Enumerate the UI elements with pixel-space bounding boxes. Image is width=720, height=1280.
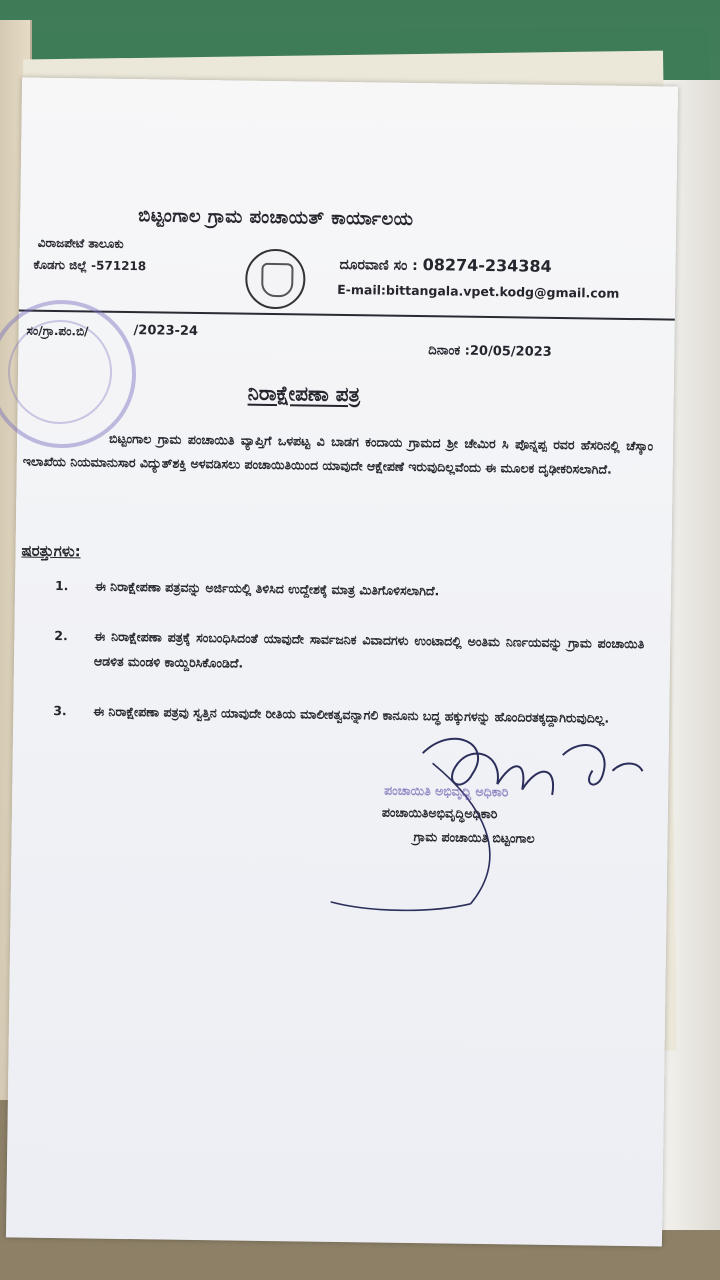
emblem-shield-icon (261, 263, 293, 297)
condition-text: ಈ ನಿರಾಕ್ಷೇಪಣಾ ಪತ್ರವು ಸ್ವತ್ತಿನ ಯಾವುದೇ ರೀತಿಯ ಮಾಲೀಕತ್ವವನ್ನಾಗಲಿ ಕಾನೂನು ಬದ್ಧ ಹಕ್ಕುಗಳನ್ನು ಹೊಂದಿರತಕ್ಕದ್ದಾಗಿರುವುದಿಲ್ಲ. (93, 703, 610, 726)
condition-number: 2. (54, 627, 68, 644)
header-divider (19, 309, 675, 320)
document-date: ದಿನಾಂಕ :20/05/2023 (428, 343, 552, 360)
signatory-designation: ಪಂಚಾಯಿತಿಅಭಿವೃದ್ಧಿಅಧಿಕಾರಿ (381, 804, 498, 822)
conditions-heading: ಷರತ್ತುಗಳು: (21, 541, 81, 561)
signatory-office: ಗ್ರಾಮ ಪಂಚಾಯಿತಿ ಬಿಟ್ಟಂಗಾಲ (413, 829, 535, 846)
district-name: ಕೊಡಗು ಜಿಲ್ಲೆ -571218 (33, 257, 147, 274)
body-paragraph-text: ಬಿಟ್ಟಂಗಾಲ ಗ್ರಾಮ ಪಂಚಾಯಿತಿ ವ್ಯಾಪ್ತಿಗೆ ಒಳಪಟ್ಟ ವಿ ಬಾಡಗ ಕಂದಾಯ ಗ್ರಾಮದ ಶ್ರೀ ಚೇಮಿರ ಸಿ ಪೊನ್ನಪ್ಪ ರವರ ಹೆಸರಿನಲ್ಲಿ ಚೆಸ್ಕಾಂ ಇಲಾಖೆಯ ನಿಯಮಾನುಸಾರ ವಿದ್ಯುತ್‌ಶಕ್ತಿ ಅಳವಡಿಸಲು ಪಂಚಾಯಿತಿಯಿಂದ ಯಾವುದೇ ಆಕ್ಷೇಪಣೆ ಇರುವುದಿಲ್ಲವೆಂದು ಈ ಮೂಲಕ ದೃಢೀಕರಿಸಲಾಗಿದೆ. (22, 430, 654, 477)
body-paragraph (23, 426, 654, 483)
document-title: ನಿರಾಕ್ಷೇಪಣಾ ಪತ್ರ (247, 380, 361, 407)
email-address: E-mail:bittangala.vpet.kodg@gmail.com (337, 281, 620, 301)
signatory-stamp-text: ಪಂಚಾಯಿತಿ ಅಭಿವೃದ್ಧಿ ಅಧಿಕಾರಿ (384, 782, 509, 800)
document-page (6, 77, 678, 1246)
office-title: ಬಿಟ್ಟಂಗಾಲ ಗ್ರಾಮ ಪಂಚಾಯತ್ ಕಾರ್ಯಾಲಯ (138, 205, 414, 230)
condition-item (54, 623, 645, 681)
government-emblem-icon (245, 249, 306, 310)
taluk-name: ವಿರಾಜಪೇಟೆ ತಾಲೂಕು (37, 235, 124, 251)
reference-number: ಸಂ/ಗ್ರಾ.ಪಂ.ಬಿ/ (26, 323, 89, 339)
condition-text: ಈ ನಿರಾಕ್ಷೇಪಣಾ ಪತ್ರಕ್ಕೆ ಸಂಬಂಧಿಸಿದಂತೆ ಯಾವುದೇ ಸಾರ್ವಜನಿಕ ವಿವಾದಗಳು ಉಂಟಾದಲ್ಲಿ ಅಂತಿಮ ನಿರ್ಣಯವನ್ನು ಗ್ರಾಮ ಪಂಚಾಯಿತಿ ಆಡಳಿತ ಮಂಡಳಿ ಕಾಯ್ದಿರಿಸಿಕೊಂಡಿದೆ. (93, 628, 645, 671)
condition-item (55, 573, 645, 606)
reference-year: /2023-24 (133, 323, 199, 339)
phone-line (339, 254, 551, 276)
condition-text: ಈ ನಿರಾಕ್ಷೇಪಣಾ ಪತ್ರವನ್ನು ಅರ್ಜಿಯಲ್ಲಿ ತಿಳಿಸಿದ ಉದ್ದೇಶಕ್ಕೆ ಮಾತ್ರ ಮಿತಿಗೊಳಿಸಲಾಗಿದೆ. (94, 578, 440, 599)
phone-label: ದೂರವಾಣಿ ಸಂ : (339, 256, 418, 275)
phone-number: 08274-234384 (422, 255, 552, 276)
condition-number: 1. (54, 577, 69, 594)
condition-number: 3. (53, 702, 67, 719)
